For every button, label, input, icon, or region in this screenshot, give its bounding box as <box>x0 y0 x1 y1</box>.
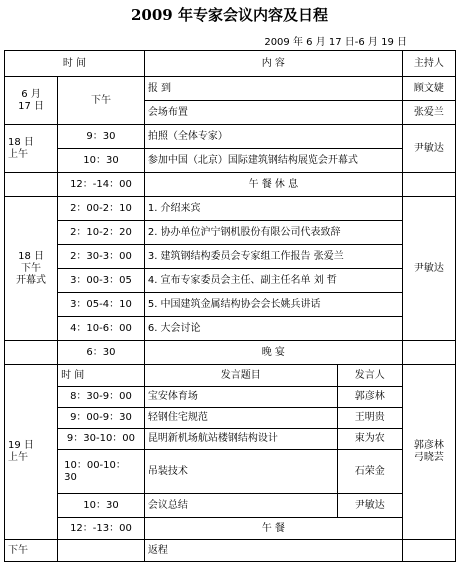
break-label: 午 餐 休 息 <box>144 173 402 197</box>
day-label: 6 月 17 日 <box>5 77 58 125</box>
table-row <box>5 173 456 197</box>
blank-cell <box>5 341 58 365</box>
table-row <box>5 494 456 518</box>
table-row <box>5 149 456 173</box>
table-row <box>5 269 456 293</box>
host-name: 尹敏达 <box>402 125 455 173</box>
agenda-item: 4. 宣布专家委员会主任、副主任名单 刘 哲 <box>144 269 402 293</box>
table-row <box>5 387 456 408</box>
subheader-speaker: 发言人 <box>337 365 402 387</box>
speaker-cell: 尹敏达 <box>337 494 402 518</box>
time-cell: 10：30 <box>58 149 145 173</box>
agenda-item: 5. 中国建筑金属结构协会会长姚兵讲话 <box>144 293 402 317</box>
blank-cell <box>402 540 455 562</box>
speaker-cell: 郭彦林 <box>337 387 402 408</box>
break-label: 午 餐 <box>144 518 402 540</box>
time-cell: 2：10-2：20 <box>58 221 145 245</box>
time-cell: 2：00-2：10 <box>58 197 145 221</box>
host-name: 尹敏达 <box>402 197 455 341</box>
host-name: 张爱兰 <box>402 101 455 125</box>
agenda-item: 拍照（全体专家） <box>144 125 402 149</box>
time-cell: 3：05-4：10 <box>58 293 145 317</box>
topic-cell: 宝安体育场 <box>144 387 337 408</box>
host-name: 郭彦林 弓晓芸 <box>402 365 455 540</box>
day-label: 18 日 上午 <box>5 125 58 173</box>
time-cell: 12：-14：00 <box>58 173 145 197</box>
time-cell: 12：-13：00 <box>58 518 145 540</box>
header-time: 时 间 <box>5 51 145 77</box>
day-label: 18 日 下午 开幕式 <box>5 197 58 341</box>
period-label: 下午 <box>58 77 145 125</box>
table-row <box>5 429 456 450</box>
time-cell: 10：30 <box>58 494 145 518</box>
agenda-item: 3. 建筑钢结构委员会专家组工作报告 张爱兰 <box>144 245 402 269</box>
topic-cell: 昆明新机场航站楼钢结构设计 <box>144 429 337 450</box>
speaker-cell: 石荣金 <box>337 450 402 494</box>
speaker-cell: 束为农 <box>337 429 402 450</box>
time-cell: 6：30 <box>58 341 145 365</box>
blank-cell <box>5 173 58 197</box>
table-row <box>5 317 456 341</box>
topic-cell: 吊装技术 <box>144 450 337 494</box>
blank-cell <box>58 540 145 562</box>
agenda-item: 返程 <box>144 540 402 562</box>
table-row <box>5 408 456 429</box>
time-cell: 3：00-3：05 <box>58 269 145 293</box>
time-cell: 8：30-9：00 <box>58 387 145 408</box>
table-row <box>5 245 456 269</box>
agenda-item: 2. 协办单位沪宁钢机股份有限公司代表致辞 <box>144 221 402 245</box>
date-range: 2009 年 6 月 17 日-6 月 19 日 <box>264 37 407 48</box>
table-row <box>5 293 456 317</box>
agenda-item: 报 到 <box>144 77 402 101</box>
day-label: 19 日 上午 <box>5 365 58 540</box>
schedule-table <box>4 50 456 562</box>
table-row <box>5 341 456 365</box>
blank-cell <box>402 173 455 197</box>
table-row <box>5 125 456 149</box>
speaker-cell: 王明贵 <box>337 408 402 429</box>
agenda-item: 1. 介绍来宾 <box>144 197 402 221</box>
table-row <box>5 450 456 494</box>
header-content: 内 容 <box>144 51 402 77</box>
table-header-row <box>5 51 456 77</box>
time-cell: 2：30-3：00 <box>58 245 145 269</box>
host-name: 顾文婕 <box>402 77 455 101</box>
agenda-item: 参加中国（北京）国际建筑钢结构展览会开幕式 <box>144 149 402 173</box>
time-cell: 4：10-6：00 <box>58 317 145 341</box>
header-host: 主持人 <box>402 51 455 77</box>
time-cell: 9：30-10：00 <box>58 429 145 450</box>
break-label: 晚 宴 <box>144 341 402 365</box>
blank-cell <box>402 341 455 365</box>
table-row <box>5 540 456 562</box>
table-subheader-row <box>5 365 456 387</box>
time-cell: 9：00-9：30 <box>58 408 145 429</box>
page-title: 2009 年专家会议内容及日程 <box>131 6 328 24</box>
day-label: 下午 <box>5 540 58 562</box>
topic-cell: 轻钢住宅规范 <box>144 408 337 429</box>
topic-cell: 会议总结 <box>144 494 337 518</box>
table-row <box>5 197 456 221</box>
time-cell: 9：30 <box>58 125 145 149</box>
table-row <box>5 518 456 540</box>
subheader-time: 时 间 <box>58 365 145 387</box>
table-row <box>5 77 456 101</box>
agenda-item: 6. 大会讨论 <box>144 317 402 341</box>
subheader-topic: 发言题目 <box>144 365 337 387</box>
agenda-item: 会场布置 <box>144 101 402 125</box>
table-row <box>5 221 456 245</box>
time-cell: 10：00-10： 30 <box>58 450 145 494</box>
